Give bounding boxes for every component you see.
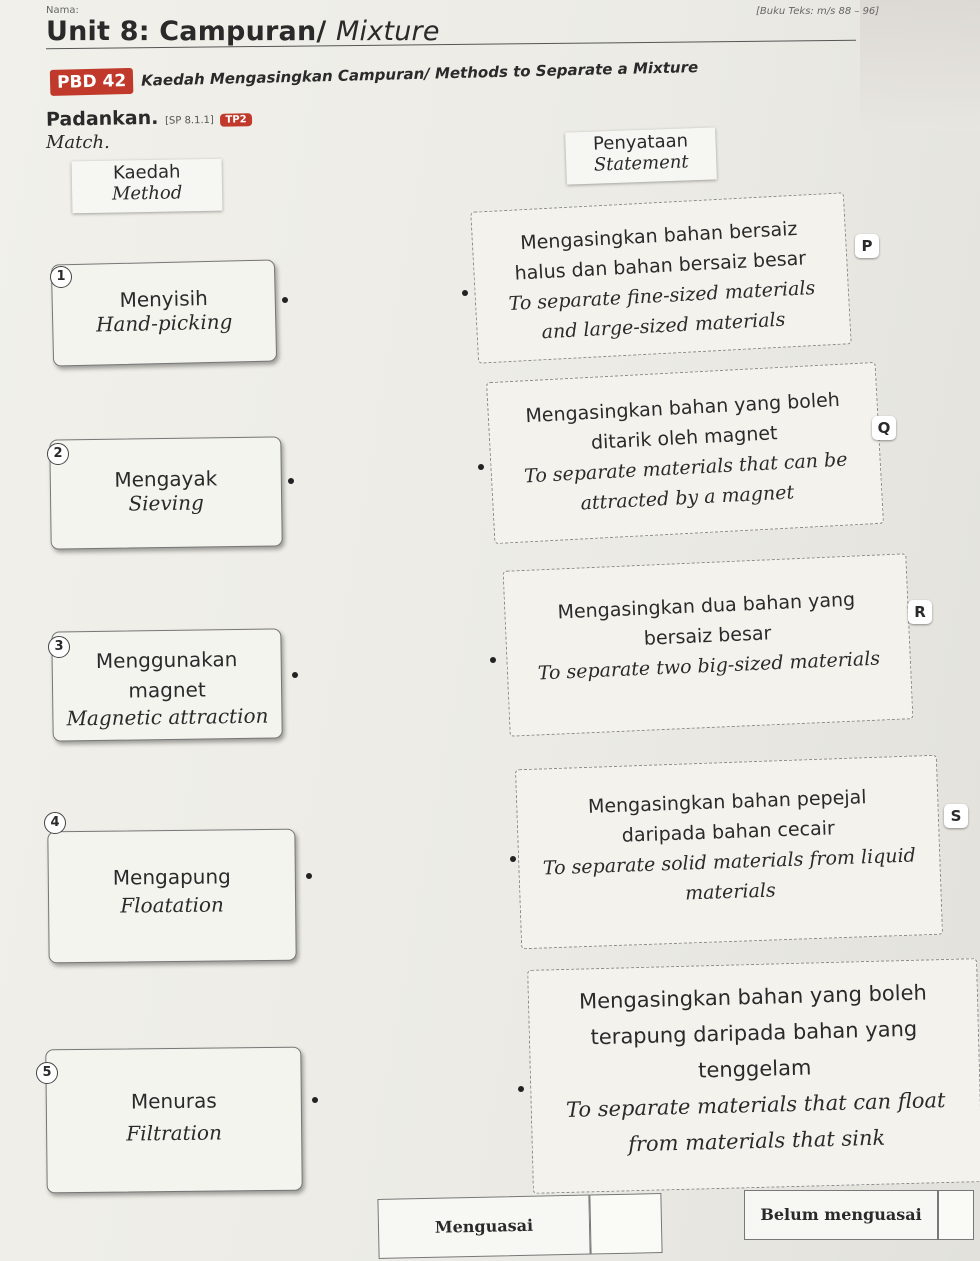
statement-s-match-dot[interactable] (510, 856, 516, 862)
name-label: Nama: (46, 5, 79, 16)
pbd-title: Kaedah Mengasingkan Campuran/ Methods to Separate a Mixture (140, 58, 699, 90)
statement-r-match-dot[interactable] (490, 657, 496, 663)
statement-r-letter: R (908, 600, 932, 624)
method-1-match-dot[interactable] (282, 297, 288, 303)
method-4-number: 4 (44, 812, 66, 834)
statement-header-ms: Penyataan (592, 130, 689, 155)
method-1-ms: Menyisih (119, 286, 209, 313)
method-box-5 (45, 1047, 302, 1194)
method-box-4 (47, 829, 296, 964)
statement-p-match-dot[interactable] (462, 290, 468, 296)
task-en: Match. (46, 132, 110, 153)
statement-s-ms: Mengasingkan bahan pepejal daripada bahan cecair (587, 786, 867, 847)
method-5-number: 5 (36, 1062, 58, 1084)
pbd-tag: PBD 42 (50, 68, 134, 96)
method-1-en: Hand-picking (95, 309, 233, 337)
statement-t-match-dot[interactable] (518, 1086, 524, 1092)
legend-mastered-checkbox[interactable] (589, 1193, 662, 1254)
legend-mastered-label: Menguasai (377, 1195, 590, 1259)
method-4-match-dot[interactable] (306, 873, 312, 879)
statement-p-letter: P (855, 234, 879, 258)
pbd-heading (50, 54, 699, 96)
statement-p-ms: Mengasingkan bahan bersaiz halus dan bahan bersaiz besar (514, 217, 807, 285)
statement-q-letter: Q (872, 416, 896, 440)
statement-box-5 (527, 958, 980, 1194)
legend-not-mastered-checkbox[interactable] (938, 1190, 974, 1240)
tp-badge: TP2 (220, 113, 251, 127)
statement-box-q (486, 362, 884, 544)
statement-r-en: To separate two big-sized materials (537, 647, 881, 685)
method-3-match-dot[interactable] (292, 672, 298, 678)
method-4-en: Floatation (120, 892, 224, 918)
method-box-3 (51, 628, 283, 741)
method-5-match-dot[interactable] (312, 1097, 318, 1103)
statement-box-s (515, 755, 943, 950)
statement-q-en: To separate materials that can be attracted by a magnet (523, 448, 848, 515)
statement-q-ms: Mengasingkan bahan yang boleh ditarik oleh magnet (524, 388, 841, 454)
method-2-number: 2 (47, 443, 69, 465)
legend-not-mastered-label: Belum menguasai (744, 1190, 938, 1240)
method-3-number: 3 (48, 636, 70, 658)
statement-box-p (470, 192, 851, 363)
method-2-en: Sieving (128, 490, 204, 516)
legend-not-mastered-row (744, 1190, 974, 1240)
method-box-2 (49, 436, 283, 549)
statement-box-r (503, 553, 914, 736)
textbook-ref: [Buku Teks: m/s 88 – 96] (756, 6, 880, 17)
method-1-number: 1 (50, 266, 72, 288)
background-fabric (860, 0, 980, 130)
method-4-ms: Mengapung (112, 864, 231, 890)
statement-p-en: To separate fine-sized materials and large-sized materials (508, 276, 816, 344)
statement-5-ms: Mengasingkan bahan yang boleh terapung daripada bahan yang tenggelam (578, 980, 928, 1083)
method-3-ms: Menggunakan magnet (95, 647, 238, 703)
method-box-1 (51, 259, 277, 366)
statement-s-letter: S (944, 804, 968, 828)
method-column-header (72, 159, 223, 214)
statement-r-ms: Mengasingkan dua bahan yang bersaiz besar (557, 588, 856, 650)
method-header-en: Method (111, 182, 183, 205)
unit-title-ms: Unit 8: Campuran/ (46, 16, 327, 47)
statement-column-header (565, 127, 717, 184)
method-header-ms: Kaedah (112, 161, 181, 184)
statement-q-match-dot[interactable] (478, 464, 484, 470)
statement-header-en: Statement (593, 151, 689, 176)
method-2-ms: Mengayak (114, 466, 218, 492)
sp-ref: [SP 8.1.1] (164, 114, 214, 127)
method-2-match-dot[interactable] (288, 478, 294, 484)
task-heading (46, 105, 252, 131)
statement-5-en: To separate materials that can float from materials that sink (565, 1088, 946, 1157)
unit-title-en: Mixture (336, 16, 440, 47)
statement-s-en: To separate solid materials from liquid materials (542, 844, 917, 905)
method-5-ms: Menuras (130, 1088, 217, 1114)
method-5-en: Filtration (126, 1120, 223, 1146)
unit-title (46, 16, 440, 47)
legend-mastered-row (377, 1193, 662, 1259)
task-ms: Padankan. (45, 106, 159, 131)
method-3-en: Magnetic attraction (66, 703, 269, 731)
